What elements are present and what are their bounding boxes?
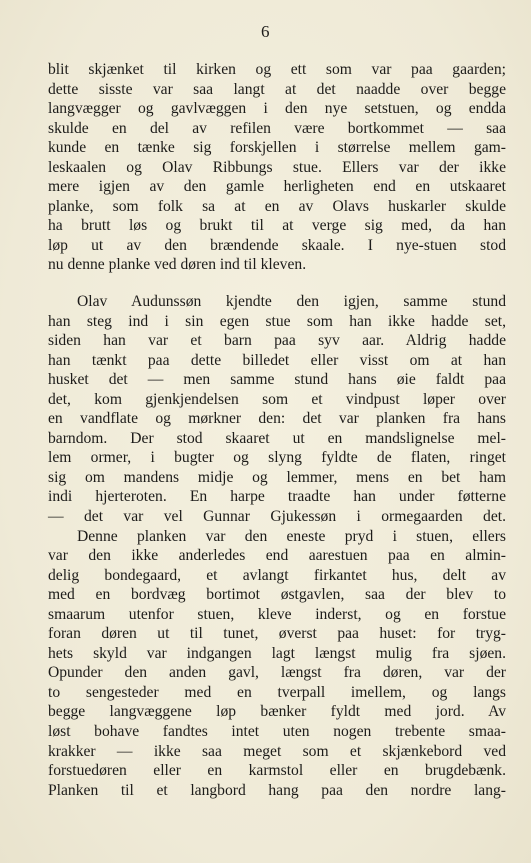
text-line: Olav Audunssøn kjendte den igjen, samme stund [77, 293, 506, 310]
text-line: to sengesteder med en tverpall imellem, og langs [48, 683, 506, 701]
text-line: forstuedøren eller en karmstol eller en brugdebænk. [48, 762, 506, 780]
text-line: krakker — ikke saa meget som et skjænkebord ved [48, 742, 506, 760]
text-line: begge langvæggene løp bænker fyldt med jord. Av [48, 703, 506, 721]
text-line: Opunder den anden gavl, længst fra døren, var der [48, 664, 506, 682]
text-line: blit skjænket til kirken og ett som var paa gaarden; [48, 61, 506, 78]
paragraph-2 [48, 292, 506, 800]
text-line: nu denne planke ved døren ind til kleven. [48, 256, 307, 274]
text-line: foran døren ut til tunet, øverst paa huset: for tryg- [48, 625, 506, 643]
text-line: løp ut av den brændende skaale. I nye-stuen stod [48, 236, 506, 254]
text-line: var den ikke anderledes end aarestuen paa en almin- [48, 547, 506, 565]
text-line: kunde en tænke sig forskjellen i størrelse mellem gam- [48, 139, 506, 157]
text-line: leskaalen og Olav Ribbungs stue. Ellers var der ikke [48, 158, 506, 176]
text-line: barndom. Der stod skaaret ut en mandslignelse mel- [48, 429, 506, 447]
text-line: en vandflate og mørkner den: det var planken fra hans [48, 410, 506, 428]
text-line: langvægger og gavlvæggen i den nye setstuen, og endda [48, 100, 506, 118]
text-line: løst bohave fandtes intet uten nogen trebente smaa- [48, 723, 506, 741]
text-line: med en bordvæg bortimot østgavlen, saa der blev to [48, 586, 506, 604]
text-line: han steg ind i sin egen stue som han ikke hadde set, [48, 312, 506, 330]
text-line: hets skyld var indgangen lagt længst mulig fra sjøen. [48, 644, 506, 662]
page-number: 6 [261, 22, 270, 41]
text-line: — det var vel Gunnar Gjukessøn i ormegaarden det. [48, 508, 506, 526]
text-line: ha brutt løs og brukt til at verge sig med, da han [48, 217, 506, 235]
text-line: planke, som folk sa at en av Olavs huskarler skulde [48, 197, 506, 215]
text-line: dette sisste var saa langt at det naadde over begge [48, 80, 506, 98]
paragraph-1 [48, 60, 506, 275]
text-line: mere igjen av den gamle herligheten end en utskaaret [48, 178, 506, 196]
text-line: Denne planken var den eneste pryd i stuen, ellers [77, 527, 506, 545]
text-line: han tænkt paa dette billedet eller visst om at han [48, 351, 506, 369]
text-line: smaarum utenfor stuen, kleve inderst, og en forstue [48, 605, 506, 623]
text-line: det, kom gjenkjendelsen som et vindpust løper over [48, 390, 506, 408]
text-line: sig om mandens midje og lemmer, mens en bet ham [48, 468, 506, 486]
text-line: husket det — men samme stund hans øie faldt paa [48, 371, 506, 389]
text-line: indi hjerteroten. En harpe traadte han under føtterne [48, 488, 506, 506]
text-line: Planken til et langbord hang paa den nordre lang- [48, 781, 506, 799]
text-line: skulde en del av refilen være bortkommet — saa [48, 119, 506, 137]
text-line: lem ormer, i bugter og slyng fyldte de flaten, ringet [48, 449, 506, 467]
text-line: siden han var et barn paa syv aar. Aldrig hadde [48, 332, 506, 350]
text-line: delig bondegaard, et avlangt firkantet hus, delt av [48, 566, 506, 584]
